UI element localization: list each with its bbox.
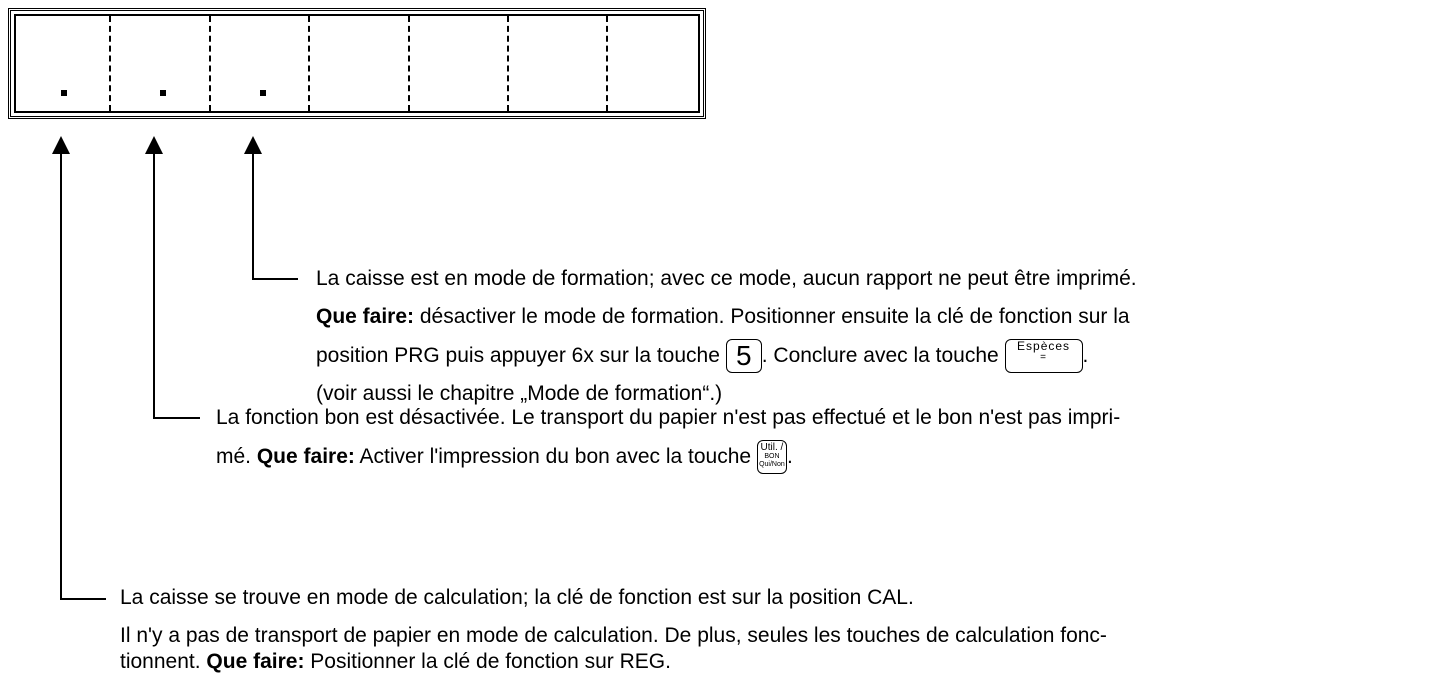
training-line-3-text-a: position PRG puis appuyer 6x sur la touche bbox=[316, 344, 726, 367]
display-cell-divider bbox=[606, 16, 608, 111]
training-line-1: La caisse est en mode de formation; avec ce mode, aucun rapport ne peut être imprimé. bbox=[316, 267, 1137, 290]
what-to-do-label: Que faire: bbox=[256, 445, 355, 468]
display-cell-divider bbox=[109, 16, 111, 111]
calculation-line-3-text-a: tionnent. bbox=[120, 650, 207, 673]
connector-line bbox=[60, 152, 62, 600]
calculation-line-3-text-b: Positionner la clé de fonction sur REG. bbox=[304, 650, 671, 673]
display-dot-receipt bbox=[160, 90, 166, 96]
display-cell-divider bbox=[507, 16, 509, 111]
key-especes-sub: = bbox=[1040, 352, 1047, 364]
register-display bbox=[8, 8, 706, 119]
calculation-line-2: Il n'y a pas de transport de papier en mode de calculation. De plus, seules les touches de calculation fonc- bbox=[120, 624, 1107, 647]
receipt-line-2-text-a: mé. bbox=[216, 445, 257, 468]
key-bon-line-3: Qui/Non bbox=[759, 461, 785, 469]
display-cell-divider bbox=[408, 16, 410, 111]
what-to-do-label: Que faire: bbox=[316, 305, 415, 328]
display-cell-divider bbox=[209, 16, 211, 111]
receipt-line-2-text-b: Activer l'impression du bon avec la touche bbox=[354, 445, 757, 468]
connector-line bbox=[252, 278, 298, 280]
display-inner-frame bbox=[14, 14, 700, 113]
receipt-line-1: La fonction bon est désactivée. Le transport du papier n'est pas effectué et le bon n'est pas impri- bbox=[216, 406, 1121, 429]
receipt-line-2-text-c: . bbox=[786, 445, 793, 468]
key-especes-label: Espèces bbox=[1017, 339, 1071, 354]
key-5: 5 bbox=[726, 339, 762, 373]
training-line-4: (voir aussi le chapitre „Mode de formation“.) bbox=[316, 382, 723, 405]
connector-line bbox=[153, 152, 155, 419]
training-line-3-text-c: . bbox=[1082, 344, 1089, 367]
connector-line bbox=[60, 598, 106, 600]
receipt-line-2 bbox=[216, 439, 793, 475]
calculation-line-3 bbox=[120, 644, 671, 680]
display-dot-training bbox=[260, 90, 266, 96]
key-bon-line-2: BON bbox=[764, 453, 780, 461]
key-especes bbox=[1005, 339, 1083, 373]
training-line-3-text-b: . Conclure avec la touche bbox=[761, 344, 1005, 367]
display-cell-divider bbox=[308, 16, 310, 111]
what-to-do-label: Que faire: bbox=[206, 650, 305, 673]
training-line-2-text: désactiver le mode de formation. Positionner ensuite la clé de fonction sur la bbox=[414, 305, 1130, 328]
training-line-2 bbox=[316, 299, 1130, 335]
calculation-line-1: La caisse se trouve en mode de calculation; la clé de fonction est sur la position CAL. bbox=[120, 586, 914, 609]
key-util-bon bbox=[757, 440, 787, 474]
key-bon-line-1: Util. / bbox=[760, 442, 784, 454]
connector-line bbox=[252, 152, 254, 280]
display-dot-calculation bbox=[61, 90, 67, 96]
connector-line bbox=[153, 417, 200, 419]
training-line-3 bbox=[316, 338, 1088, 374]
